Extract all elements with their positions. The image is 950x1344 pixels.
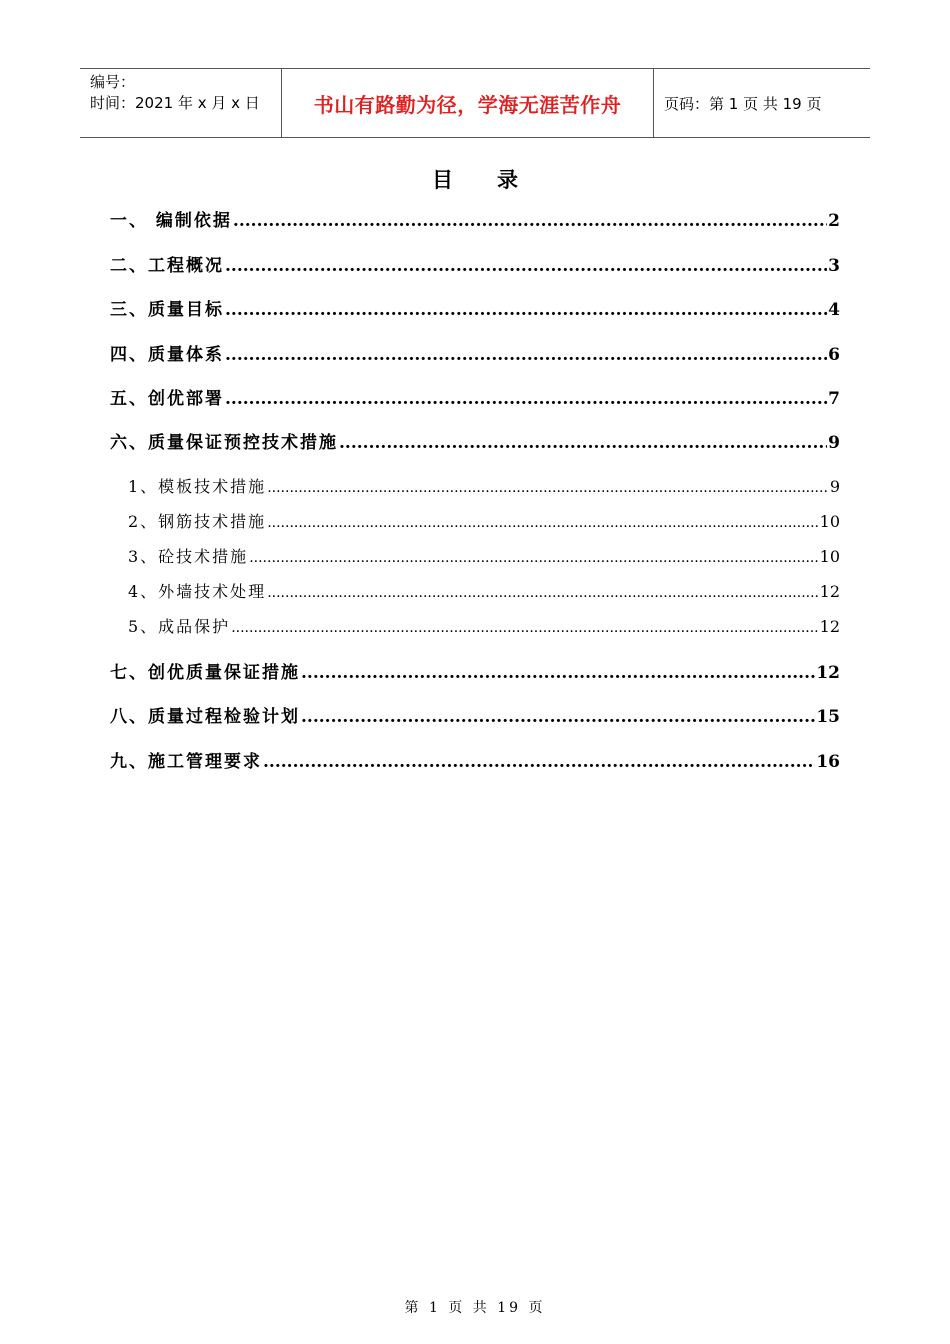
- toc-entry[interactable]: [110, 428, 840, 453]
- toc-entry-label: 3、砼技术措施: [128, 547, 249, 566]
- toc-leader: [339, 433, 827, 453]
- toc-entry-page: 15: [816, 707, 840, 727]
- toc-leader: [301, 663, 815, 683]
- toc-entry-label: 九、施工管理要求: [110, 752, 262, 772]
- page-footer: 第 1 页 共 19 页: [404, 1300, 546, 1316]
- toc-entry-label: 二、工程概况: [110, 256, 224, 276]
- toc-entry-page: 7: [828, 389, 840, 409]
- toc-entry-label: 五、创优部署: [110, 389, 224, 409]
- toc-entry-label: 六、质量保证预控技术措施: [110, 433, 338, 453]
- toc-entry-page: 9: [829, 477, 840, 496]
- toc-subentry[interactable]: [110, 509, 840, 532]
- toc-subentry[interactable]: [110, 474, 840, 497]
- document-number: 编号：: [90, 73, 136, 91]
- toc-entry-page: 12: [819, 617, 840, 636]
- toc-entry-page: 12: [819, 582, 840, 601]
- toc-entry-label: 七、创优质量保证措施: [110, 663, 300, 683]
- toc-entry-label: 四、质量体系: [110, 345, 224, 365]
- toc-leader: [225, 300, 827, 320]
- toc-leader: [263, 752, 815, 772]
- toc-entry[interactable]: [110, 340, 840, 365]
- toc-leader: [225, 256, 827, 276]
- toc-subentry[interactable]: [110, 544, 840, 567]
- header-motto-cell: [281, 69, 654, 137]
- toc-leader: [249, 547, 818, 566]
- toc-entry-page: 2: [828, 211, 840, 231]
- toc-entry[interactable]: [110, 702, 840, 727]
- toc-entry-label: 5、成品保护: [128, 617, 231, 636]
- toc-entry-page: 3: [828, 256, 840, 276]
- toc-entry-page: 10: [819, 512, 840, 531]
- toc-entry-label: 4、外墙技术处理: [128, 582, 267, 601]
- toc-subentry[interactable]: [110, 614, 840, 637]
- toc-entry-page: 10: [819, 547, 840, 566]
- toc-leader: [233, 211, 827, 231]
- toc-entry[interactable]: [110, 251, 840, 276]
- header-meta: [80, 69, 281, 137]
- toc-entry-label: 2、钢筋技术措施: [128, 512, 267, 531]
- toc-entry-page: 4: [828, 300, 840, 320]
- toc-entry-label: 1、模板技术措施: [128, 477, 267, 496]
- toc-entry[interactable]: [110, 747, 840, 772]
- toc-entry-page: 16: [816, 752, 840, 772]
- toc-entry-page: 9: [828, 433, 840, 453]
- toc-leader: [225, 345, 827, 365]
- toc-leader: [267, 512, 818, 531]
- toc-entry[interactable]: [110, 384, 840, 409]
- toc-entry[interactable]: [110, 295, 840, 320]
- toc-entry-label: 八、质量过程检验计划: [110, 707, 300, 727]
- toc-entry-page: 12: [816, 663, 840, 683]
- header-page-info: 页码：第 1 页 共 19 页: [664, 94, 822, 113]
- document-date: 时间：2021 年 x 月 x 日: [90, 94, 260, 112]
- toc-leader: [267, 582, 818, 601]
- toc-leader: [267, 477, 829, 496]
- toc-entry[interactable]: [110, 658, 840, 683]
- toc-entry[interactable]: [110, 206, 840, 231]
- toc-leader: [301, 707, 815, 727]
- toc-leader: [231, 617, 818, 636]
- page-title: 目录: [432, 167, 562, 192]
- toc-entry-page: 6: [828, 345, 840, 365]
- toc-leader: [225, 389, 827, 409]
- toc-entry-label: 三、质量目标: [110, 300, 224, 320]
- toc-subentry[interactable]: [110, 579, 840, 602]
- motto: 书山有路勤为径，学海无涯苦作舟: [313, 92, 622, 117]
- toc-entry-label: 一、 编制依据: [110, 211, 232, 231]
- document-header: [80, 68, 870, 138]
